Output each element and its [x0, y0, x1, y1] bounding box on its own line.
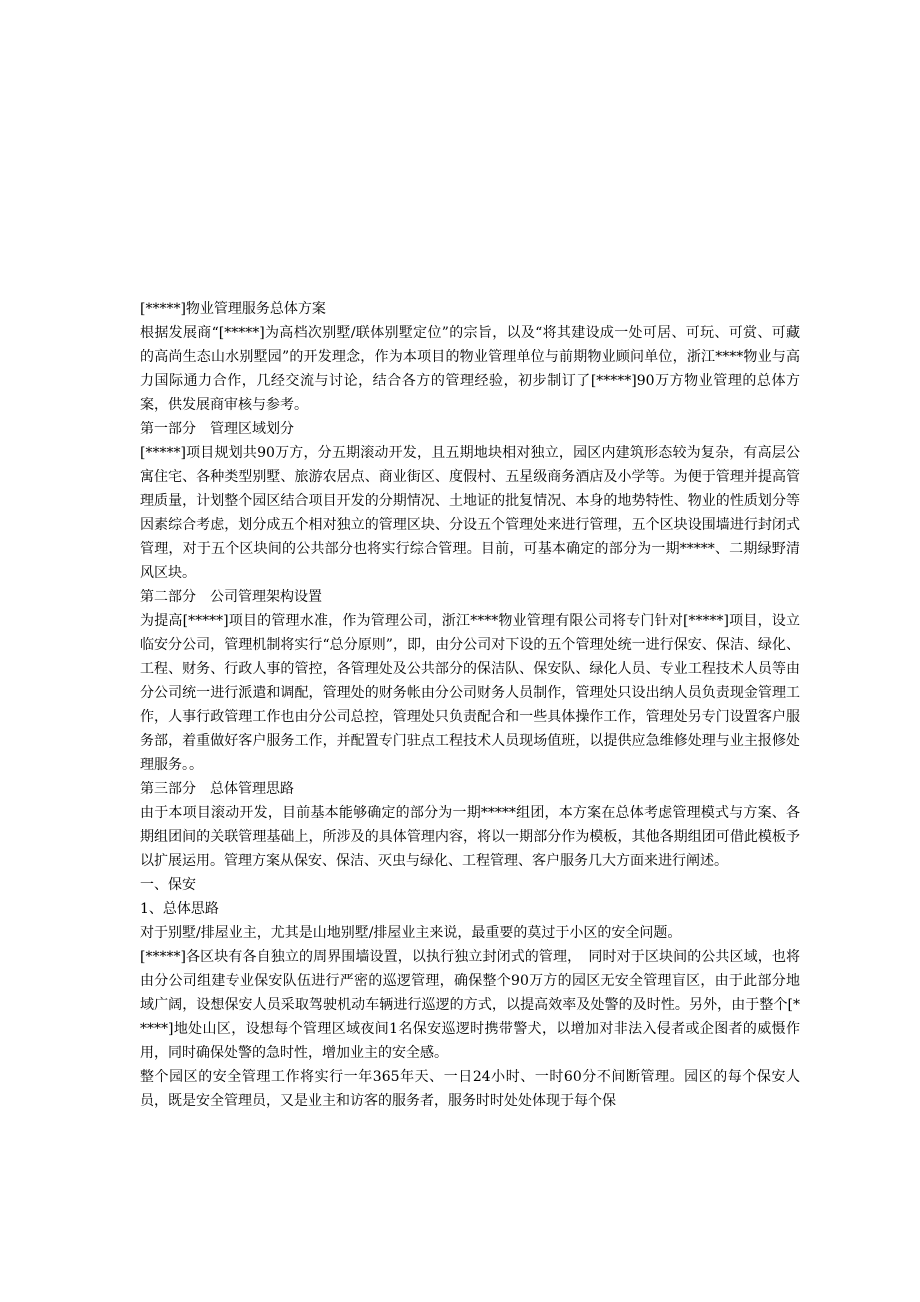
- part1-paragraph: [*****]项目规划共90万方，分五期滚动开发，且五期地块相对独立，园区内建筑形态较为复杂，有高层公寓住宅、各种类型别墅、旅游农居点、商业街区、度假村、五星级商务酒店及小学等。为便于管理并提高管理质量，计划整个园区结合项目开发的分期情况、土地证的批复情况、本身的地势特性、物业的性质划分等因素综合考虑，划分成五个相对独立的管理区块、分设五个管理处来进行管理，五个区块设围墙进行封闭式管理，对于五个区块间的公共部分也将实行综合管理。目前，可基本确定的部分为一期*****、二期绿野清风区块。: [140, 445, 800, 581]
- security-subheading: 1、总体思路: [140, 901, 219, 917]
- intro-paragraph: 根据发展商“[*****]为高档次别墅/联体别墅定位”的宗旨，以及“将其建设成一处可居、可玩、可赏、可藏的高尚生态山水别墅园”的开发理念，作为本项目的物业管理单位与前期物业顾问单位，浙江****物业与高力国际通力合作，几经交流与讨论，结合各方的管理经验，初步制订了[*****]90万方物业管理的总体方案，供发展商审核与参考。: [140, 325, 800, 413]
- security-paragraph-2: [*****]各区块有各自独立的周界围墙设置，以执行独立封闭式的管理， 同时对于区块间的公共区域，也将由分公司组建专业保安队伍进行严密的巡逻管理，确保整个90万方的园区无安全管理盲区，由于此部分地域广阔，设想保安人员采取驾驶机动车辆进行巡逻的方式，以提高效率及处警的及时性。另外，由于整个[*****]地处山区，设想每个管理区域夜间1名保安巡逻时携带警犬，以增加对非法入侵者或企图者的威慑作用，同时确保处警的急时性，增加业主的安全感。: [140, 949, 800, 1061]
- document-body: [140, 297, 800, 1113]
- part2-paragraph: 为提高[*****]项目的管理水准，作为管理公司，浙江****物业管理有限公司将专门针对[*****]项目，设立临安分公司，管理机制将实行“总分原则”，即，由分公司对下设的五个管理处统一进行保安、保洁、绿化、工程、财务、行政人事的管控，各管理处及公共部分的保洁队、保安队、绿化人员、专业工程技术人员等由分公司统一进行派遣和调配，管理处的财务帐由分公司财务人员制作，管理处只设出纳人员负责现金管理工作，人事行政管理工作也由分公司总控，管理处只负责配合和一些具体操作工作，管理处另专门设置客户服务部，着重做好客户服务工作，并配置专门驻点工程技术人员现场值班，以提供应急维修处理与业主报修处理服务。。: [140, 613, 800, 773]
- part3-heading: 第三部分 总体管理思路: [140, 781, 294, 797]
- part3-paragraph: 由于本项目滚动开发，目前基本能够确定的部分为一期*****组团，本方案在总体考虑管理模式与方案、各期组团间的关联管理基础上，所涉及的具体管理内容，将以一期部分作为模板，其他各期组团可借此模板予以扩展运用。管理方案从保安、保洁、灭虫与绿化、工程管理、客户服务几大方面来进行阐述。: [140, 805, 800, 869]
- security-paragraph-3: 整个园区的安全管理工作将实行一年365年天、一日24小时、一时60分不间断管理。园区的每个保安人员，既是安全管理员，又是业主和访客的服务者，服务时时处处体现于每个保: [140, 1069, 800, 1109]
- part1-heading: 第一部分 管理区域划分: [140, 421, 294, 437]
- part2-heading: 第二部分 公司管理架构设置: [140, 589, 322, 605]
- security-paragraph-1: 对于别墅/排屋业主，尤其是山地别墅/排屋业主来说，最重要的莫过于小区的安全问题。: [140, 925, 682, 941]
- document-title: [*****]物业管理服务总体方案: [140, 301, 326, 317]
- security-heading: 一、保安: [140, 877, 196, 893]
